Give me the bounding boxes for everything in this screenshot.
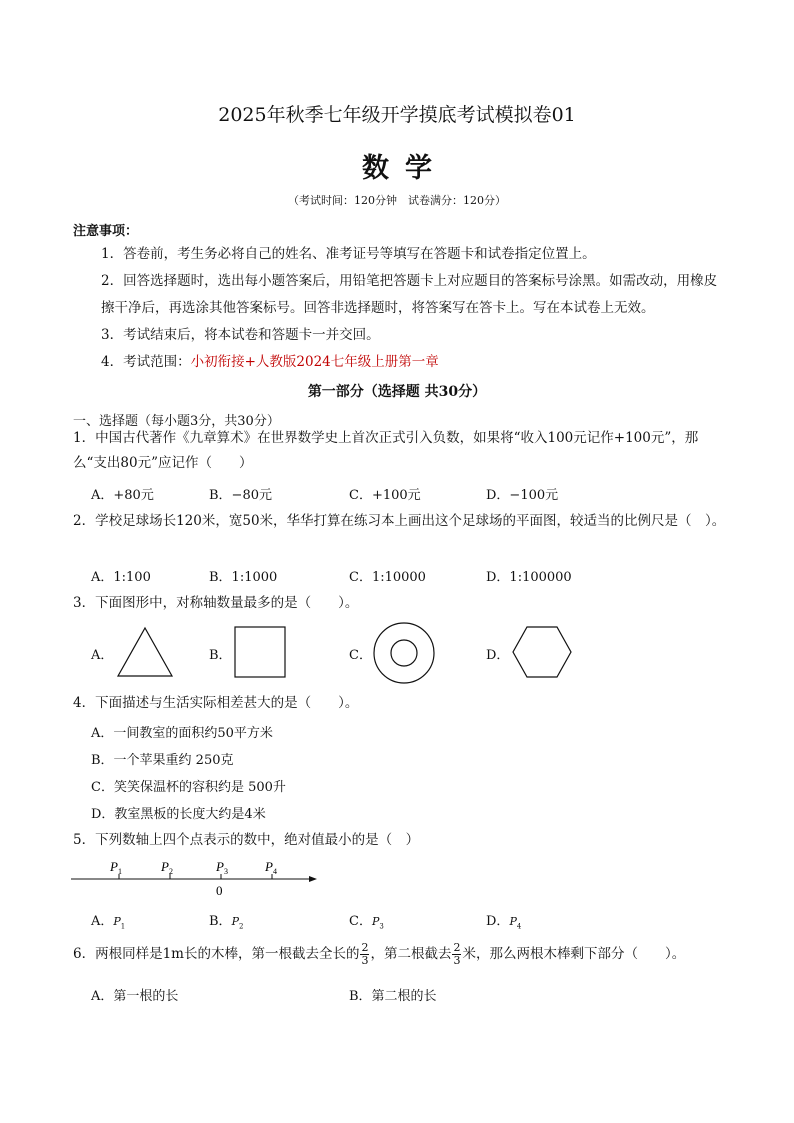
axis-zero-label: 0: [216, 883, 223, 898]
frac-num: 2: [361, 941, 369, 954]
scope-value: 小初衔接+人教版2024七年级上册第一章: [190, 354, 439, 370]
q4-option-d[interactable]: D．教室黑板的长度大约是4米: [91, 807, 266, 822]
question-6-stem: [73, 942, 728, 967]
hexagon-icon: [512, 626, 572, 678]
q5-option-c[interactable]: C．$P_3$: [349, 914, 384, 931]
note-item-4: [73, 349, 723, 376]
q4-option-b[interactable]: B．一个苹果重约 250克: [91, 753, 234, 768]
q3-option-d[interactable]: D．: [486, 648, 510, 663]
q4-option-a[interactable]: A．一间教室的面积约50平方米: [91, 726, 273, 741]
q1-option-d[interactable]: D．−100元: [486, 488, 559, 503]
time-info: （考试时间：120分钟 试卷满分：120分）: [288, 194, 506, 207]
q5-option-b[interactable]: B．$P_2$: [209, 914, 244, 931]
scope-label: 4．考试范围：: [101, 354, 191, 370]
ring-icon: [372, 621, 436, 685]
q1-option-c[interactable]: C．+100元: [349, 488, 421, 503]
q6-option-a[interactable]: A．第一根的长: [91, 989, 179, 1004]
number-line: [70, 855, 320, 900]
option-letter: D．: [486, 914, 510, 929]
axis-point-p2: $P_2$: [161, 859, 173, 876]
question-3-stem: 3．下面图形中，对称轴数量最多的是（ ）。: [73, 595, 359, 611]
note-item-1: [73, 241, 723, 268]
subject-title: 数学: [362, 153, 448, 184]
fraction-two-thirds-meter: [452, 942, 461, 967]
note-text: 1．答卷前，考生务必将自己的姓名、准考证号等填写在答题卡和试卷指定位置上。: [101, 246, 596, 262]
q2-option-d[interactable]: D．1:100000: [486, 570, 572, 585]
q2-option-c[interactable]: C．1:10000: [349, 570, 426, 585]
axis-point-p4: $P_4$: [265, 859, 277, 876]
note-item-3: [73, 322, 723, 349]
frac-den: 3: [361, 954, 369, 967]
fraction-two-thirds: [360, 942, 369, 967]
axis-point-p1: $P_1$: [110, 859, 122, 876]
q2-option-a[interactable]: A．1:100: [91, 570, 151, 585]
frac-num: 2: [453, 941, 461, 954]
q3-option-a[interactable]: A．: [91, 648, 114, 663]
q5-option-a[interactable]: A．$P_1$: [91, 914, 126, 931]
option-letter: A．: [91, 914, 114, 929]
note-item-2: [73, 268, 723, 322]
note-text: 2．回答选择题时，选出每小题答案后，用铅笔把答题卡上对应题目的答案标号涂黑。如需改动，用橡皮擦干净后，再选涂其他答案标号。回答非选择题时，将答案写在答卡上。写在本试卷上无效。: [101, 273, 718, 316]
notes-title: 注意事项：: [73, 224, 139, 239]
q3-option-c[interactable]: C．: [349, 648, 372, 663]
q6-text-c: 米，那么两根木棒剩下部分（ ）。: [462, 946, 686, 962]
q3-option-b[interactable]: B．: [209, 648, 232, 663]
question-1-stem: 1．中国古代著作《九章算术》在世界数学史上首次正式引入负数，如果将“收入100元记作+100元”，那么“支出80元”应记作（ ）: [73, 430, 699, 471]
question-4-stem: 4．下面描述与生活实际相差甚大的是（ ）。: [73, 695, 359, 711]
axis-point-p3: $P_3$: [216, 859, 228, 876]
q6-text-a: 6．两根同样是1m长的木棒，第一根截去全长的: [73, 946, 360, 962]
frac-den: 3: [453, 954, 461, 967]
q2-option-b[interactable]: B．1:1000: [209, 570, 278, 585]
square-icon: [234, 626, 286, 678]
note-text: 3．考试结束后，将本试卷和答题卡一并交回。: [101, 327, 380, 343]
question-2-stem: 2．学校足球场长120米，宽50米，华华打算在练习本上画出这个足球场的平面图，较适当的比例尺是（ ）。: [73, 513, 726, 529]
q6-option-b[interactable]: B．第二根的长: [349, 989, 437, 1004]
part-title: 第一部分（选择题 共30分）: [307, 384, 487, 400]
q6-text-b: ，第二根截去: [370, 946, 452, 962]
exam-title: 2025年秋季七年级开学摸底考试模拟卷01: [218, 104, 576, 126]
section-title: 一、选择题（每小题3分，共30分）: [73, 414, 280, 429]
triangle-icon: [116, 626, 174, 678]
question-5-stem: 5．下列数轴上四个点表示的数中，绝对值最小的是（ ）: [73, 832, 420, 848]
option-letter: B．: [209, 914, 232, 929]
option-letter: C．: [349, 914, 372, 929]
q4-option-c[interactable]: C．笑笑保温杯的容积约是 500升: [91, 780, 286, 795]
q1-option-b[interactable]: B．−80元: [209, 488, 272, 503]
q5-option-d[interactable]: D．$P_4$: [486, 914, 522, 931]
q1-option-a[interactable]: A．+80元: [91, 488, 154, 503]
